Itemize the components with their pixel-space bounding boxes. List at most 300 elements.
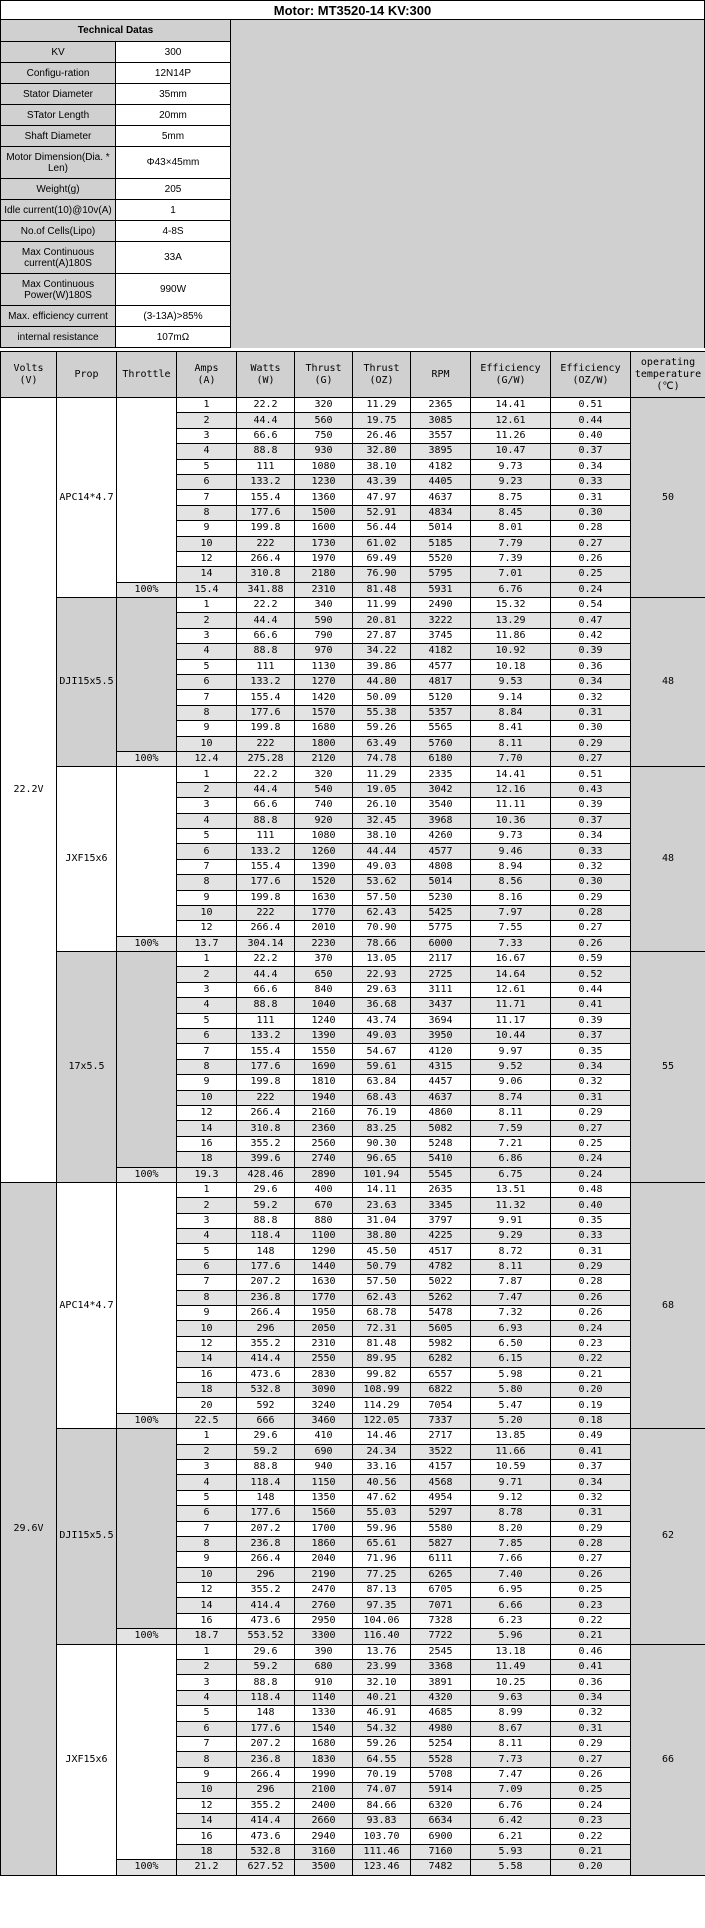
watts-cell: 666 bbox=[237, 1413, 295, 1428]
specs-blank-area bbox=[231, 20, 705, 348]
amps-cell: 5 bbox=[177, 459, 237, 474]
watts-cell: 414.4 bbox=[237, 1352, 295, 1367]
rpm-cell: 5014 bbox=[411, 875, 471, 890]
efficiency-ozw-cell: 0.40 bbox=[551, 428, 631, 443]
rpm-cell: 4834 bbox=[411, 505, 471, 520]
watts-cell: 207.2 bbox=[237, 1521, 295, 1536]
rpm-cell: 5478 bbox=[411, 1306, 471, 1321]
watts-cell: 155.4 bbox=[237, 1044, 295, 1059]
throttle-cell bbox=[117, 398, 177, 583]
thrust-g-cell: 1150 bbox=[295, 1475, 353, 1490]
thrust-g-cell: 1570 bbox=[295, 705, 353, 720]
throttle-cell bbox=[117, 1644, 177, 1859]
watts-cell: 236.8 bbox=[237, 1752, 295, 1767]
watts-cell: 473.6 bbox=[237, 1613, 295, 1628]
watts-cell: 155.4 bbox=[237, 690, 295, 705]
watts-cell: 22.2 bbox=[237, 398, 295, 413]
throttle-cell: 100% bbox=[117, 582, 177, 597]
efficiency-ozw-cell: 0.32 bbox=[551, 690, 631, 705]
amps-cell: 1 bbox=[177, 1644, 237, 1659]
amps-cell: 2 bbox=[177, 1198, 237, 1213]
watts-cell: 66.6 bbox=[237, 798, 295, 813]
efficiency-ozw-cell: 0.29 bbox=[551, 1259, 631, 1274]
rpm-cell: 7054 bbox=[411, 1398, 471, 1413]
amps-cell: 10 bbox=[177, 1567, 237, 1582]
thrust-oz-cell: 101.94 bbox=[353, 1167, 411, 1182]
thrust-oz-cell: 59.26 bbox=[353, 1736, 411, 1751]
watts-cell: 222 bbox=[237, 905, 295, 920]
throttle-cell bbox=[117, 767, 177, 936]
efficiency-ozw-cell: 0.44 bbox=[551, 982, 631, 997]
rpm-cell: 2545 bbox=[411, 1644, 471, 1659]
watts-cell: 473.6 bbox=[237, 1367, 295, 1382]
rpm-cell: 4157 bbox=[411, 1459, 471, 1474]
rpm-cell: 6282 bbox=[411, 1352, 471, 1367]
thrust-oz-cell: 50.09 bbox=[353, 690, 411, 705]
efficiency-gw-cell: 7.55 bbox=[471, 921, 551, 936]
watts-cell: 222 bbox=[237, 1090, 295, 1105]
efficiency-ozw-cell: 0.30 bbox=[551, 721, 631, 736]
amps-cell: 3 bbox=[177, 1459, 237, 1474]
efficiency-ozw-cell: 0.34 bbox=[551, 1475, 631, 1490]
rpm-cell: 2117 bbox=[411, 952, 471, 967]
amps-cell: 7 bbox=[177, 1275, 237, 1290]
amps-cell: 5 bbox=[177, 659, 237, 674]
amps-cell: 2 bbox=[177, 967, 237, 982]
rpm-cell: 2725 bbox=[411, 967, 471, 982]
thrust-oz-cell: 14.11 bbox=[353, 1182, 411, 1197]
watts-cell: 341.88 bbox=[237, 582, 295, 597]
thrust-g-cell: 1830 bbox=[295, 1752, 353, 1767]
rpm-cell: 7328 bbox=[411, 1613, 471, 1628]
thrust-g-cell: 2180 bbox=[295, 567, 353, 582]
spec-label: internal resistance bbox=[1, 327, 116, 348]
rpm-cell: 3368 bbox=[411, 1660, 471, 1675]
amps-cell: 12 bbox=[177, 1336, 237, 1351]
thrust-g-cell: 2950 bbox=[295, 1613, 353, 1628]
efficiency-ozw-cell: 0.41 bbox=[551, 1660, 631, 1675]
thrust-g-cell: 910 bbox=[295, 1675, 353, 1690]
amps-cell: 1 bbox=[177, 952, 237, 967]
rpm-cell: 4182 bbox=[411, 644, 471, 659]
thrust-oz-cell: 77.25 bbox=[353, 1567, 411, 1582]
efficiency-ozw-cell: 0.23 bbox=[551, 1336, 631, 1351]
table-row bbox=[1, 1644, 705, 1659]
thrust-g-cell: 1240 bbox=[295, 1013, 353, 1028]
watts-cell: 44.4 bbox=[237, 967, 295, 982]
rpm-cell: 5357 bbox=[411, 705, 471, 720]
efficiency-gw-cell: 8.94 bbox=[471, 859, 551, 874]
amps-cell: 9 bbox=[177, 890, 237, 905]
efficiency-gw-cell: 7.73 bbox=[471, 1752, 551, 1767]
rpm-cell: 3540 bbox=[411, 798, 471, 813]
thrust-oz-cell: 43.39 bbox=[353, 474, 411, 489]
thrust-oz-cell: 38.80 bbox=[353, 1229, 411, 1244]
amps-cell: 1 bbox=[177, 398, 237, 413]
watts-cell: 88.8 bbox=[237, 813, 295, 828]
spec-value: 35mm bbox=[116, 84, 231, 105]
performance-table bbox=[0, 351, 705, 1876]
thrust-g-cell: 2470 bbox=[295, 1583, 353, 1598]
watts-cell: 59.2 bbox=[237, 1444, 295, 1459]
amps-cell: 4 bbox=[177, 1475, 237, 1490]
amps-cell: 5 bbox=[177, 828, 237, 843]
amps-cell: 12 bbox=[177, 1583, 237, 1598]
amps-cell: 14 bbox=[177, 1598, 237, 1613]
thrust-g-cell: 320 bbox=[295, 767, 353, 782]
efficiency-ozw-cell: 0.24 bbox=[551, 1321, 631, 1336]
rpm-cell: 5982 bbox=[411, 1336, 471, 1351]
spec-value: 990W bbox=[116, 274, 231, 306]
thrust-g-cell: 560 bbox=[295, 413, 353, 428]
watts-cell: 148 bbox=[237, 1490, 295, 1505]
efficiency-gw-cell: 7.47 bbox=[471, 1290, 551, 1305]
watts-cell: 22.2 bbox=[237, 767, 295, 782]
table-row bbox=[1, 1182, 705, 1197]
efficiency-ozw-cell: 0.24 bbox=[551, 1167, 631, 1182]
watts-cell: 118.4 bbox=[237, 1690, 295, 1705]
efficiency-gw-cell: 5.20 bbox=[471, 1413, 551, 1428]
thrust-oz-cell: 74.78 bbox=[353, 751, 411, 766]
efficiency-ozw-cell: 0.47 bbox=[551, 613, 631, 628]
amps-cell: 9 bbox=[177, 521, 237, 536]
efficiency-gw-cell: 7.97 bbox=[471, 905, 551, 920]
thrust-oz-cell: 23.63 bbox=[353, 1198, 411, 1213]
watts-cell: 199.8 bbox=[237, 890, 295, 905]
thrust-oz-cell: 44.44 bbox=[353, 844, 411, 859]
thrust-g-cell: 680 bbox=[295, 1660, 353, 1675]
watts-cell: 207.2 bbox=[237, 1736, 295, 1751]
thrust-oz-cell: 64.55 bbox=[353, 1752, 411, 1767]
efficiency-ozw-cell: 0.23 bbox=[551, 1598, 631, 1613]
rpm-cell: 6000 bbox=[411, 936, 471, 951]
spec-label: Max Continuous Power(W)180S bbox=[1, 274, 116, 306]
table-header-row bbox=[1, 352, 705, 398]
efficiency-gw-cell: 9.97 bbox=[471, 1044, 551, 1059]
efficiency-ozw-cell: 0.51 bbox=[551, 398, 631, 413]
efficiency-gw-cell: 9.63 bbox=[471, 1690, 551, 1705]
thrust-g-cell: 3240 bbox=[295, 1398, 353, 1413]
efficiency-gw-cell: 7.39 bbox=[471, 551, 551, 566]
thrust-g-cell: 1420 bbox=[295, 690, 353, 705]
column-header: Watts (W) bbox=[237, 352, 295, 398]
amps-cell: 6 bbox=[177, 844, 237, 859]
thrust-oz-cell: 47.97 bbox=[353, 490, 411, 505]
amps-cell: 8 bbox=[177, 875, 237, 890]
amps-cell: 4 bbox=[177, 998, 237, 1013]
efficiency-ozw-cell: 0.29 bbox=[551, 1521, 631, 1536]
rpm-cell: 5708 bbox=[411, 1767, 471, 1782]
thrust-g-cell: 1130 bbox=[295, 659, 353, 674]
thrust-oz-cell: 49.03 bbox=[353, 859, 411, 874]
watts-cell: 148 bbox=[237, 1706, 295, 1721]
efficiency-ozw-cell: 0.27 bbox=[551, 921, 631, 936]
efficiency-gw-cell: 7.01 bbox=[471, 567, 551, 582]
thrust-g-cell: 3460 bbox=[295, 1413, 353, 1428]
efficiency-gw-cell: 5.58 bbox=[471, 1860, 551, 1875]
thrust-oz-cell: 54.67 bbox=[353, 1044, 411, 1059]
spec-value: Φ43×45mm bbox=[116, 147, 231, 179]
watts-cell: 29.6 bbox=[237, 1644, 295, 1659]
efficiency-gw-cell: 12.16 bbox=[471, 782, 551, 797]
spec-label: Max Continuous current(A)180S bbox=[1, 242, 116, 274]
prop-cell: JXF15x6 bbox=[57, 767, 117, 952]
amps-cell: 9 bbox=[177, 1075, 237, 1090]
amps-cell: 3 bbox=[177, 1213, 237, 1228]
thrust-g-cell: 1680 bbox=[295, 721, 353, 736]
rpm-cell: 5827 bbox=[411, 1536, 471, 1551]
efficiency-gw-cell: 14.41 bbox=[471, 398, 551, 413]
amps-cell: 10 bbox=[177, 1321, 237, 1336]
rpm-cell: 7722 bbox=[411, 1629, 471, 1644]
rpm-cell: 5580 bbox=[411, 1521, 471, 1536]
efficiency-ozw-cell: 0.21 bbox=[551, 1367, 631, 1382]
efficiency-gw-cell: 8.41 bbox=[471, 721, 551, 736]
column-header: Efficiency (G/W) bbox=[471, 352, 551, 398]
amps-cell: 10 bbox=[177, 905, 237, 920]
rpm-cell: 4457 bbox=[411, 1075, 471, 1090]
thrust-g-cell: 670 bbox=[295, 1198, 353, 1213]
rpm-cell: 5410 bbox=[411, 1152, 471, 1167]
amps-cell: 5 bbox=[177, 1706, 237, 1721]
efficiency-ozw-cell: 0.20 bbox=[551, 1383, 631, 1398]
efficiency-ozw-cell: 0.41 bbox=[551, 1444, 631, 1459]
watts-cell: 88.8 bbox=[237, 1213, 295, 1228]
spec-label: Shaft Diameter bbox=[1, 126, 116, 147]
efficiency-ozw-cell: 0.34 bbox=[551, 459, 631, 474]
thrust-oz-cell: 57.50 bbox=[353, 1275, 411, 1290]
efficiency-gw-cell: 8.78 bbox=[471, 1506, 551, 1521]
rpm-cell: 4860 bbox=[411, 1105, 471, 1120]
rpm-cell: 6265 bbox=[411, 1567, 471, 1582]
watts-cell: 199.8 bbox=[237, 521, 295, 536]
efficiency-ozw-cell: 0.31 bbox=[551, 705, 631, 720]
thrust-oz-cell: 39.86 bbox=[353, 659, 411, 674]
watts-cell: 532.8 bbox=[237, 1844, 295, 1859]
efficiency-gw-cell: 10.25 bbox=[471, 1675, 551, 1690]
amps-cell: 19.3 bbox=[177, 1167, 237, 1182]
efficiency-ozw-cell: 0.31 bbox=[551, 1721, 631, 1736]
thrust-oz-cell: 93.83 bbox=[353, 1813, 411, 1828]
amps-cell: 16 bbox=[177, 1829, 237, 1844]
thrust-g-cell: 1350 bbox=[295, 1490, 353, 1505]
amps-cell: 5 bbox=[177, 1490, 237, 1505]
amps-cell: 7 bbox=[177, 859, 237, 874]
throttle-cell bbox=[117, 1429, 177, 1629]
rpm-cell: 3797 bbox=[411, 1213, 471, 1228]
watts-cell: 29.6 bbox=[237, 1429, 295, 1444]
watts-cell: 88.8 bbox=[237, 644, 295, 659]
thrust-oz-cell: 103.70 bbox=[353, 1829, 411, 1844]
prop-cell: DJI15x5.5 bbox=[57, 1429, 117, 1644]
efficiency-ozw-cell: 0.33 bbox=[551, 1229, 631, 1244]
technical-data-table bbox=[0, 19, 705, 348]
rpm-cell: 5795 bbox=[411, 567, 471, 582]
efficiency-ozw-cell: 0.26 bbox=[551, 551, 631, 566]
efficiency-ozw-cell: 0.28 bbox=[551, 1536, 631, 1551]
efficiency-ozw-cell: 0.24 bbox=[551, 1798, 631, 1813]
watts-cell: 44.4 bbox=[237, 413, 295, 428]
specs-header: Technical Datas bbox=[1, 20, 231, 42]
thrust-g-cell: 1270 bbox=[295, 675, 353, 690]
rpm-cell: 4637 bbox=[411, 490, 471, 505]
rpm-cell: 6705 bbox=[411, 1583, 471, 1598]
thrust-g-cell: 1940 bbox=[295, 1090, 353, 1105]
rpm-cell: 4260 bbox=[411, 828, 471, 843]
amps-cell: 8 bbox=[177, 1536, 237, 1551]
efficiency-gw-cell: 10.44 bbox=[471, 1029, 551, 1044]
throttle-cell: 100% bbox=[117, 1629, 177, 1644]
amps-cell: 8 bbox=[177, 705, 237, 720]
thrust-g-cell: 750 bbox=[295, 428, 353, 443]
thrust-oz-cell: 104.06 bbox=[353, 1613, 411, 1628]
thrust-g-cell: 2050 bbox=[295, 1321, 353, 1336]
efficiency-ozw-cell: 0.25 bbox=[551, 1136, 631, 1151]
rpm-cell: 5565 bbox=[411, 721, 471, 736]
efficiency-ozw-cell: 0.37 bbox=[551, 813, 631, 828]
thrust-g-cell: 690 bbox=[295, 1444, 353, 1459]
rpm-cell: 3345 bbox=[411, 1198, 471, 1213]
watts-cell: 111 bbox=[237, 459, 295, 474]
efficiency-gw-cell: 8.11 bbox=[471, 1259, 551, 1274]
thrust-oz-cell: 83.25 bbox=[353, 1121, 411, 1136]
thrust-oz-cell: 61.02 bbox=[353, 536, 411, 551]
thrust-g-cell: 2310 bbox=[295, 582, 353, 597]
amps-cell: 5 bbox=[177, 1244, 237, 1259]
efficiency-ozw-cell: 0.21 bbox=[551, 1629, 631, 1644]
thrust-oz-cell: 20.81 bbox=[353, 613, 411, 628]
watts-cell: 177.6 bbox=[237, 1506, 295, 1521]
throttle-cell bbox=[117, 598, 177, 752]
thrust-g-cell: 2550 bbox=[295, 1352, 353, 1367]
amps-cell: 12 bbox=[177, 1798, 237, 1813]
rpm-cell: 3745 bbox=[411, 628, 471, 643]
watts-cell: 222 bbox=[237, 736, 295, 751]
watts-cell: 118.4 bbox=[237, 1475, 295, 1490]
thrust-oz-cell: 49.03 bbox=[353, 1029, 411, 1044]
amps-cell: 6 bbox=[177, 1506, 237, 1521]
thrust-g-cell: 2660 bbox=[295, 1813, 353, 1828]
thrust-g-cell: 410 bbox=[295, 1429, 353, 1444]
efficiency-ozw-cell: 0.42 bbox=[551, 628, 631, 643]
rpm-cell: 5760 bbox=[411, 736, 471, 751]
efficiency-gw-cell: 6.50 bbox=[471, 1336, 551, 1351]
efficiency-ozw-cell: 0.43 bbox=[551, 782, 631, 797]
thrust-oz-cell: 78.66 bbox=[353, 936, 411, 951]
temperature-cell: 62 bbox=[631, 1429, 705, 1644]
efficiency-ozw-cell: 0.24 bbox=[551, 1152, 631, 1167]
thrust-oz-cell: 23.99 bbox=[353, 1660, 411, 1675]
rpm-cell: 3111 bbox=[411, 982, 471, 997]
amps-cell: 2 bbox=[177, 1660, 237, 1675]
efficiency-ozw-cell: 0.33 bbox=[551, 844, 631, 859]
efficiency-ozw-cell: 0.24 bbox=[551, 582, 631, 597]
prop-cell: DJI15x5.5 bbox=[57, 598, 117, 767]
efficiency-ozw-cell: 0.18 bbox=[551, 1413, 631, 1428]
thrust-oz-cell: 68.78 bbox=[353, 1306, 411, 1321]
rpm-cell: 4808 bbox=[411, 859, 471, 874]
efficiency-gw-cell: 6.23 bbox=[471, 1613, 551, 1628]
thrust-oz-cell: 55.38 bbox=[353, 705, 411, 720]
thrust-g-cell: 2010 bbox=[295, 921, 353, 936]
amps-cell: 4 bbox=[177, 1690, 237, 1705]
watts-cell: 59.2 bbox=[237, 1198, 295, 1213]
watts-cell: 266.4 bbox=[237, 551, 295, 566]
efficiency-ozw-cell: 0.40 bbox=[551, 1198, 631, 1213]
amps-cell: 14 bbox=[177, 1121, 237, 1136]
watts-cell: 199.8 bbox=[237, 721, 295, 736]
throttle-cell bbox=[117, 1182, 177, 1413]
spec-value: 1 bbox=[116, 200, 231, 221]
rpm-cell: 4120 bbox=[411, 1044, 471, 1059]
efficiency-ozw-cell: 0.52 bbox=[551, 967, 631, 982]
efficiency-gw-cell: 5.96 bbox=[471, 1629, 551, 1644]
amps-cell: 1 bbox=[177, 598, 237, 613]
rpm-cell: 5230 bbox=[411, 890, 471, 905]
thrust-g-cell: 1500 bbox=[295, 505, 353, 520]
efficiency-gw-cell: 11.71 bbox=[471, 998, 551, 1013]
amps-cell: 5 bbox=[177, 1013, 237, 1028]
temperature-cell: 68 bbox=[631, 1182, 705, 1428]
efficiency-ozw-cell: 0.28 bbox=[551, 521, 631, 536]
watts-cell: 222 bbox=[237, 536, 295, 551]
amps-cell: 14 bbox=[177, 567, 237, 582]
watts-cell: 111 bbox=[237, 659, 295, 674]
watts-cell: 207.2 bbox=[237, 1275, 295, 1290]
efficiency-gw-cell: 9.91 bbox=[471, 1213, 551, 1228]
rpm-cell: 5120 bbox=[411, 690, 471, 705]
volts-cell: 22.2V bbox=[1, 398, 57, 1183]
amps-cell: 7 bbox=[177, 490, 237, 505]
watts-cell: 66.6 bbox=[237, 628, 295, 643]
efficiency-ozw-cell: 0.59 bbox=[551, 952, 631, 967]
efficiency-ozw-cell: 0.22 bbox=[551, 1613, 631, 1628]
watts-cell: 133.2 bbox=[237, 844, 295, 859]
thrust-oz-cell: 65.61 bbox=[353, 1536, 411, 1551]
efficiency-gw-cell: 6.21 bbox=[471, 1829, 551, 1844]
thrust-oz-cell: 29.63 bbox=[353, 982, 411, 997]
amps-cell: 1 bbox=[177, 1429, 237, 1444]
amps-cell: 14 bbox=[177, 1813, 237, 1828]
amps-cell: 6 bbox=[177, 474, 237, 489]
spec-label: Stator Diameter bbox=[1, 84, 116, 105]
efficiency-ozw-cell: 0.29 bbox=[551, 890, 631, 905]
amps-cell: 18 bbox=[177, 1383, 237, 1398]
efficiency-gw-cell: 7.87 bbox=[471, 1275, 551, 1290]
thrust-oz-cell: 32.80 bbox=[353, 444, 411, 459]
thrust-g-cell: 1770 bbox=[295, 905, 353, 920]
efficiency-gw-cell: 10.36 bbox=[471, 813, 551, 828]
rpm-cell: 5248 bbox=[411, 1136, 471, 1151]
amps-cell: 12 bbox=[177, 1105, 237, 1120]
amps-cell: 7 bbox=[177, 1521, 237, 1536]
thrust-g-cell: 2560 bbox=[295, 1136, 353, 1151]
efficiency-gw-cell: 10.47 bbox=[471, 444, 551, 459]
watts-cell: 296 bbox=[237, 1321, 295, 1336]
efficiency-ozw-cell: 0.25 bbox=[551, 1583, 631, 1598]
amps-cell: 1 bbox=[177, 1182, 237, 1197]
table-row bbox=[1, 767, 705, 782]
thrust-oz-cell: 81.48 bbox=[353, 1336, 411, 1351]
amps-cell: 9 bbox=[177, 1552, 237, 1567]
efficiency-gw-cell: 8.45 bbox=[471, 505, 551, 520]
rpm-cell: 3222 bbox=[411, 613, 471, 628]
efficiency-gw-cell: 8.84 bbox=[471, 705, 551, 720]
throttle-cell: 100% bbox=[117, 1167, 177, 1182]
amps-cell: 3 bbox=[177, 1675, 237, 1690]
rpm-cell: 4182 bbox=[411, 459, 471, 474]
watts-cell: 304.14 bbox=[237, 936, 295, 951]
